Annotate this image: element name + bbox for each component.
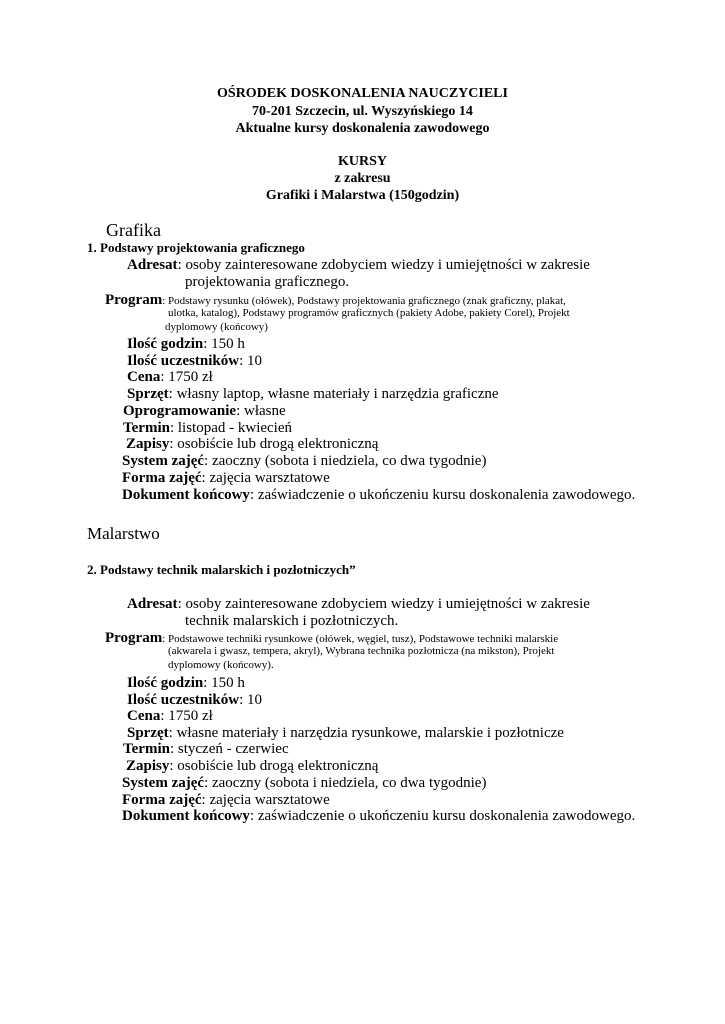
program-continuation-2: dyplomowy (końcowy) <box>165 321 268 333</box>
org-address: 70-201 Szczecin, ul. Wyszyńskiego 14 <box>252 104 473 119</box>
signup-row: Zapisy: osobiście lub drogą elektroniczną <box>126 436 379 452</box>
hours-row-2: Ilość godzin: 150 h <box>127 675 245 691</box>
document-row-2: Dokument końcowy: zaświadczenie o ukończeniu kursu doskonalenia zawodowego. <box>122 808 636 824</box>
price-row: Cena: 1750 zł <box>127 369 213 385</box>
form-row-2: Forma zajęć: zajęcia warsztatowe <box>122 792 330 808</box>
document-row: Dokument końcowy: zaświadczenie o ukończeniu kursu doskonalenia zawodowego. <box>122 487 636 503</box>
equipment-row: Sprzęt: własny laptop, własne materiały i narzędzia graficzne <box>127 386 499 402</box>
hours-row: Ilość godzin: 150 h <box>127 336 245 352</box>
kursy-scope: z zakresu <box>334 171 391 186</box>
kursy-title: KURSY <box>337 154 387 169</box>
form-row: Forma zajęć: zajęcia warsztatowe <box>122 470 330 486</box>
term-row-2: Termin: styczeń - czerwiec <box>123 741 289 757</box>
course-title-2: 2. Podstawy technik malarskich i pozłotniczych” <box>87 562 356 577</box>
price-row-2: Cena: 1750 zł <box>127 708 213 724</box>
program-row-2: Program: Podstawowe techniki rysunkowe (ołówek, węgiel, tusz), Podstawowe techniki malarskie <box>105 630 559 646</box>
equipment-row-2: Sprzęt: własne materiały i narzędzia rysunkowe, malarskie i pozłotnicze <box>127 725 564 741</box>
signup-row-2: Zapisy: osobiście lub drogą elektroniczną <box>126 758 379 774</box>
system-row-2: System zajęć: zaoczny (sobota i niedziela, co dwa tygodnie) <box>122 775 487 791</box>
participants-row-2: Ilość uczestników: 10 <box>127 692 263 708</box>
adresat-continuation: projektowania graficznego. <box>185 274 350 290</box>
org-name: OŚRODEK DOSKONALENIA NAUCZYCIELI <box>217 86 508 101</box>
program-continuation-2a: (akwarela i gwasz, tempera, akryl), Wybrana technika pozłotnicza (na mikston), Projekt <box>168 645 555 657</box>
program-continuation-1: ulotka, katalog), Podstawy programów graficznych (pakiety Adobe, pakiety Corel), Projekt <box>168 307 570 319</box>
adresat-row-2: Adresat: osoby zainteresowane zdobyciem wiedzy i umiejętności w zakresie <box>127 596 590 612</box>
program-continuation-2b: dyplomowy (końcowy). <box>168 659 274 671</box>
adresat-row: Adresat: osoby zainteresowane zdobyciem wiedzy i umiejętności w zakresie <box>127 257 590 273</box>
program-row: Program: Podstawy rysunku (ołówek), Podstawy projektowania graficznego (znak graficzny, plakat, <box>105 292 566 308</box>
section-heading-grafika: Grafika <box>106 220 161 240</box>
section-heading-malarstwo: Malarstwo <box>87 524 160 543</box>
header-subtitle: Aktualne kursy doskonalenia zawodowego <box>235 121 490 136</box>
course-title-1: 1. Podstawy projektowania graficznego <box>87 240 305 255</box>
kursy-name: Grafiki i Malarstwa (150godzin) <box>265 188 460 203</box>
participants-row: Ilość uczestników: 10 <box>127 353 263 369</box>
software-row: Oprogramowanie: własne <box>123 403 286 419</box>
term-row: Termin: listopad - kwiecień <box>123 420 293 436</box>
system-row: System zajęć: zaoczny (sobota i niedziela, co dwa tygodnie) <box>122 453 487 469</box>
adresat-continuation-2: technik malarskich i pozłotniczych. <box>185 613 399 629</box>
